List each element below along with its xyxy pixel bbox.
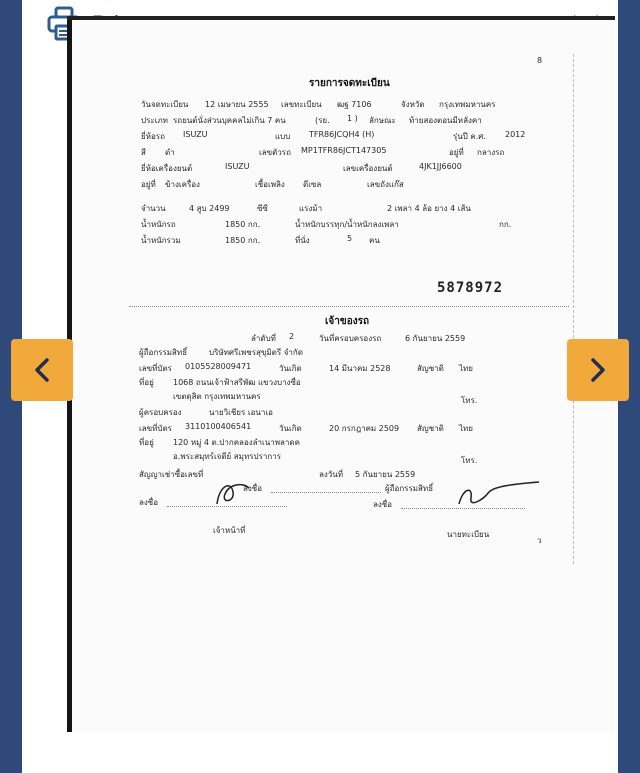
label: ยี่ห้อเครื่องยนต์ <box>141 164 193 173</box>
value: 2 <box>289 332 295 341</box>
label: จังหวัด <box>401 100 425 109</box>
label: ที่นั่ง <box>295 236 310 245</box>
value: 14 มีนาคม 2528 <box>329 364 391 373</box>
value: ท้ายสองตอนมีหลังคา <box>409 116 482 125</box>
value: นายทะเบียน <box>447 530 490 539</box>
value: 2 เพลา 4 ล้อ ยาง 4 เส้น <box>387 204 471 213</box>
corner-mark: 8 <box>537 56 543 65</box>
sign-line <box>271 492 381 493</box>
document-number: 5878972 <box>437 280 504 296</box>
label: ที่อยู่ <box>139 378 154 387</box>
value: 3110100406541 <box>185 422 252 431</box>
label: สัญญาเช่าซื้อเลขที่ <box>139 470 204 479</box>
registrar-signature <box>455 478 545 512</box>
label: วันเกิด <box>279 424 302 433</box>
value: ดำ <box>165 148 175 157</box>
label: น้ำหนักรถ <box>141 220 176 229</box>
value: ไทย <box>459 364 473 373</box>
label: ลงชื่อ <box>373 500 393 509</box>
label: เลขเครื่องยนต์ <box>343 164 393 173</box>
value: ดีเซล <box>303 180 322 189</box>
value: นายวิเชียร เอนาเอ <box>209 408 273 417</box>
label: สัญชาติ <box>417 364 444 373</box>
value: ฒฐ 7106 <box>337 100 372 109</box>
document-viewer <box>22 0 618 773</box>
value: อ.พระสมุทร์เจดีย์ สมุทรปราการ <box>173 452 282 461</box>
value: รถยนต์นั่งส่วนบุคคลไม่เกิน 7 คน <box>173 116 286 125</box>
previous-page-button[interactable] <box>11 339 73 401</box>
label: โทร. <box>461 396 478 405</box>
value: 4 สูบ 2499 <box>189 204 230 213</box>
value: 120 หมู่ 4 ต.ปากคลองลำเนาพลาดค <box>173 438 300 447</box>
label: เลขตัวรถ <box>259 148 291 157</box>
label: ซีซี <box>257 204 268 213</box>
value: ผู้ถือกรรมสิทธิ์ <box>385 484 434 493</box>
label: เลขที่บัตร <box>139 364 172 373</box>
label: อยู่ที่ <box>141 180 156 189</box>
label: ผู้ครอบครอง <box>139 408 182 417</box>
label: ลำดับที่ <box>251 334 276 343</box>
label: ยี่ห้อรถ <box>141 132 165 141</box>
separator <box>129 306 569 307</box>
label: อยู่ที่ <box>449 148 464 157</box>
label: ผู้ถือกรรมสิทธิ์ <box>139 348 188 357</box>
value: ISUZU <box>225 162 250 171</box>
registration-page <box>129 54 574 564</box>
chevron-left-icon <box>31 357 53 383</box>
scanned-document <box>67 16 615 732</box>
value: กก. <box>499 220 512 229</box>
label: แรงม้า <box>299 204 323 213</box>
value: TFR86JCQH4 (H) <box>309 130 375 139</box>
value: กรุงเทพมหานคร <box>439 100 496 109</box>
value: 0105528009471 <box>185 362 252 371</box>
label: เชื้อเพลิง <box>255 180 285 189</box>
value: MP1TFR86JCT147305 <box>301 146 387 155</box>
value: บริษัทศรีเพชรสุขุมิตรี จำกัด <box>209 348 303 357</box>
document-title: รายการจดทะเบียน <box>309 78 390 89</box>
label: น้ำหนักรวม <box>141 236 181 245</box>
value: เขตดุสิต กรุงเทพมหานคร <box>173 392 261 401</box>
label: เลขทะเบียน <box>281 100 322 109</box>
value: 1850 กก. <box>225 236 261 245</box>
chevron-right-icon <box>587 357 609 383</box>
value: 4JK1JJ6600 <box>419 162 462 171</box>
value: ไทย <box>459 424 473 433</box>
label: ประเภท <box>141 116 168 125</box>
value: 6 กันยายน 2559 <box>405 334 466 343</box>
next-page-button[interactable] <box>567 339 629 401</box>
label: ที่อยู่ <box>139 438 154 447</box>
label: วันจดทะเบียน <box>141 100 189 109</box>
label: รุ่นปี ค.ศ. <box>453 132 486 141</box>
label: (รย. <box>315 116 330 125</box>
label: ลงชื่อ <box>243 484 263 493</box>
value: คน <box>369 236 380 245</box>
value: 5 <box>347 234 353 243</box>
officer-signature <box>209 474 259 510</box>
label: เลขถังแก๊ส <box>367 180 404 189</box>
value: 1850 กก. <box>225 220 261 229</box>
value: กลางรถ <box>477 148 505 157</box>
value: ISUZU <box>183 130 208 139</box>
value: 1 ) <box>347 114 358 123</box>
label: จำนวน <box>141 204 166 213</box>
label: วันที่ครอบครองรถ <box>319 334 382 343</box>
value: 2012 <box>505 130 526 139</box>
value: 5 กันยายน 2559 <box>355 470 416 479</box>
label: ลักษณะ <box>369 116 396 125</box>
label: ลงชื่อ <box>139 498 159 507</box>
label: สัญชาติ <box>417 424 444 433</box>
value: 1068 ถนนเจ้าฟ้าสรีพัฒ แขวงบางซื่อ <box>173 378 301 387</box>
value: 20 กรกฎาคม 2509 <box>329 424 400 433</box>
label: ลงวันที่ <box>319 470 344 479</box>
owner-title: เจ้าของรถ <box>325 316 370 327</box>
value: 12 เมษายน 2555 <box>205 100 269 109</box>
label: เลขที่บัตร <box>139 424 172 433</box>
label: แบบ <box>275 132 291 141</box>
label: วันเกิด <box>279 364 302 373</box>
label: สี <box>141 148 146 157</box>
mark: ว <box>537 536 542 545</box>
label: น้ำหนักบรรทุก/น้ำหนักลงเพลา <box>295 220 399 229</box>
value: ข้างเครื่อง <box>165 180 200 189</box>
label: โทร. <box>461 456 478 465</box>
value: เจ้าหน้าที่ <box>213 526 246 535</box>
